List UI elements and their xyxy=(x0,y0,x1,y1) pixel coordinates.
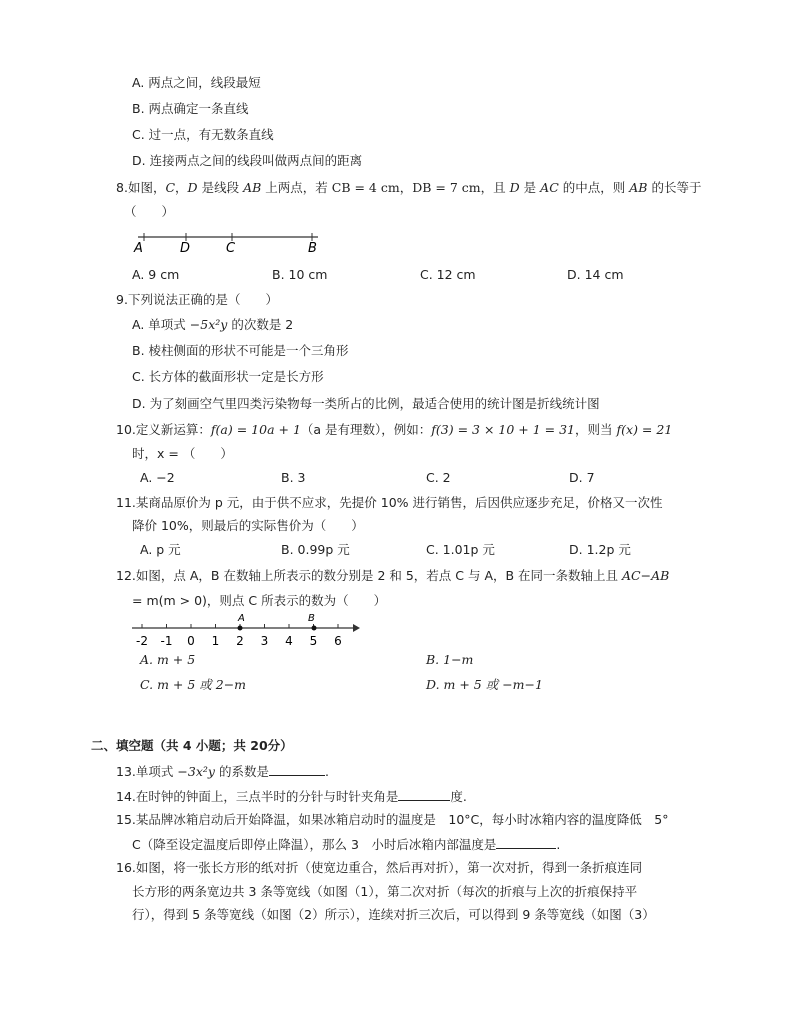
q12-stem-line1: 12.如图，点 A，B 在数轴上所表示的数分别是 2 和 5，若点 C 与 A，B 在同一条数轴上且 AC−AB xyxy=(116,568,670,583)
q12-option-d: D. m + 5 或 −m−1 xyxy=(426,677,543,692)
axis-tick-label: 0 xyxy=(187,634,195,648)
axis-tick-label: 6 xyxy=(334,634,342,648)
axis-tick-label: 3 xyxy=(260,634,269,648)
q7-option-c: C. 过一点，有无数条直线 xyxy=(132,127,274,142)
answer-blank xyxy=(269,763,325,776)
q12-stem-line2: = m(m > 0)，则点 C 所表示的数为（ ） xyxy=(132,593,387,608)
q11-option-a: A. p 元 xyxy=(140,542,181,557)
q10-stem-line2: 时，x = （ ） xyxy=(132,446,233,461)
q13-stem: 13.单项式 −3x²y 的系数是 . xyxy=(116,764,329,779)
q8-segment-figure xyxy=(130,230,330,258)
q8-option-d: D. 14 cm xyxy=(567,267,624,282)
q9-option-b: B. 棱柱侧面的形状不可能是一个三角形 xyxy=(132,343,349,358)
answer-blank xyxy=(496,836,556,849)
section-title: 二、填空题（共 4 小题；共 20分） xyxy=(91,738,293,753)
q12-option-a: A. m + 5 xyxy=(140,652,196,667)
q9-option-c: C. 长方体的截面形状一定是长方形 xyxy=(132,369,324,384)
q9-option-d: D. 为了刻画空气里四类污染物每一类所占的比例，最适合使用的统计图是折线统计图 xyxy=(132,396,600,411)
q12-option-c: C. m + 5 或 2−m xyxy=(140,677,247,692)
axis-tick-label: 2 xyxy=(236,634,244,648)
point-label-a: A xyxy=(134,241,143,256)
q10-option-d: D. 7 xyxy=(569,470,595,485)
point-b-dot xyxy=(312,626,317,631)
q8-option-c: C. 12 cm xyxy=(420,267,476,282)
q9-stem: 9.下列说法正确的是（ ） xyxy=(116,292,278,307)
point-a-dot xyxy=(238,626,243,631)
q15-stem-line2: C（降至设定温度后即停止降温），那么 3 小时后冰箱内部温度是 . xyxy=(132,837,561,852)
axis-tick-label: 4 xyxy=(285,634,293,648)
q10-option-c: C. 2 xyxy=(426,470,451,485)
q12-number-line xyxy=(128,610,368,650)
q16-stem-line3: 行），得到 5 条等宽线（如图（2）所示），连续对折三次后，可以得到 9 条等宽线（如图（3） xyxy=(132,907,655,922)
answer-blank xyxy=(398,788,450,801)
axis-tick-label: -1 xyxy=(160,634,173,648)
q9-option-a: A. 单项式 −5x²y 的次数是 2 xyxy=(132,317,294,332)
q10-stem-line1: 10.定义新运算：f(a) = 10a + 1（a 是有理数），例如：f(3) = 3 × 10 + 1 = 31，则当 f(x) = 21 xyxy=(116,422,673,437)
axis-tick-label: 5 xyxy=(309,634,318,648)
q11-stem-line1: 11.某商品原价为 p 元，由于供不应求，先提价 10% 进行销售，后因供应逐步充足，价格又一次性 xyxy=(116,495,663,510)
point-label-a: A xyxy=(238,613,245,624)
q8-stem: 8.如图，C，D 是线段 AB 上两点，若 CB = 4 cm，DB = 7 cm，且 D 是 AC 的中点，则 AB 的长等于 xyxy=(116,180,702,195)
q10-option-b: B. 3 xyxy=(281,470,306,485)
q10-option-a: A. −2 xyxy=(140,470,175,485)
q11-stem-line2: 降价 10%，则最后的实际售价为（ ） xyxy=(132,518,364,533)
axis-tick-label: 1 xyxy=(211,634,220,648)
point-label-d: D xyxy=(180,241,191,256)
point-label-b: B xyxy=(308,613,315,624)
point-label-c: C xyxy=(226,241,236,256)
q16-stem-line1: 16.如图，将一张长方形的纸对折（使宽边重合，然后再对折），第一次对折，得到一条折痕连同 xyxy=(116,860,643,875)
q15-stem-line1: 15.某品牌冰箱启动后开始降温，如果冰箱启动时的温度是 10°C，每小时冰箱内容的温度降低 5° xyxy=(116,812,669,827)
q8-answer-paren: （ ） xyxy=(124,204,175,219)
q8-option-a: A. 9 cm xyxy=(132,267,180,282)
q7-option-a: A. 两点之间，线段最短 xyxy=(132,75,261,90)
axis-tick-label: -2 xyxy=(136,634,148,648)
q11-option-c: C. 1.01p 元 xyxy=(426,542,495,557)
q7-option-d: D. 连接两点之间的线段叫做两点间的距离 xyxy=(132,153,363,168)
q8-option-b: B. 10 cm xyxy=(272,267,328,282)
axis-arrow-icon xyxy=(353,624,360,632)
q12-option-b: B. 1−m xyxy=(426,652,474,667)
point-label-b: B xyxy=(308,241,317,256)
q11-option-d: D. 1.2p 元 xyxy=(569,542,631,557)
q14-stem: 14.在时钟的钟面上，三点半时的分针与时针夹角是 度. xyxy=(116,789,467,804)
q11-option-b: B. 0.99p 元 xyxy=(281,542,350,557)
q16-stem-line2: 长方形的两条宽边共 3 条等宽线（如图（1），第二次对折（每次的折痕与上次的折痕保持平 xyxy=(132,884,638,899)
q7-option-b: B. 两点确定一条直线 xyxy=(132,101,249,116)
